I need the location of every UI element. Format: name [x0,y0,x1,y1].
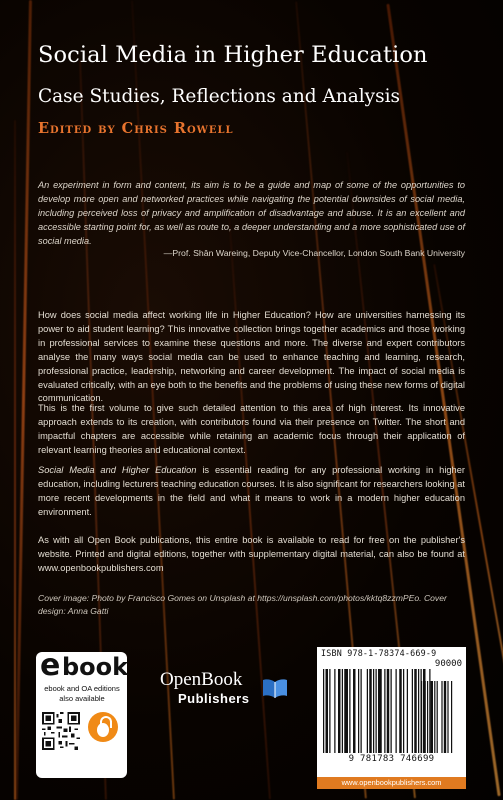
description-text: is essential reading for any professional working in higher education, including lecturers teaching education courses. It is also significant for researchers looking at more recent developments in the field and what it means to work in a modern higher education environment. [38,465,465,517]
publisher-logo-line2: Publishers [178,691,250,706]
ebook-word: book [62,653,129,681]
ebook-e-letter: e [40,648,61,683]
barcode-bar [369,669,372,753]
endorsement-attribution: —Prof. Shân Wareing, Deputy Vice-Chancellor, London South Bank University [163,248,465,258]
barcode-bar [412,669,413,753]
open-access-icon [88,712,118,742]
barcode-addon-bar [423,681,425,753]
description-paragraph: As with all Open Book publications, this entire book is available to read for free on the publisher's website. Printed and digital editions, together with supplementary digital material, can also be found at www.openbookpublishers.com [38,535,465,573]
barcode-bar [373,669,374,753]
barcode-price-code: 90000 [434,659,462,669]
publisher-logo [160,669,300,711]
light-streak [14,120,16,800]
isbn-barcode [317,647,466,777]
barcode-bar [342,669,343,753]
description-paragraph: How does social media affect working life in Higher Education? How are universities harnessing its power to aid student learning? This innovative collection brings together academics and those working in professional services to examine these questions and more. The diverse and expert contributors analyse the many ways social media can be used to enhance teaching and learning, research, professional practice, leadership, networking and career development. The impact of social media is evaluated critically, with an eye both to the benefits and the problems of using these new forms of digital communication. [38,310,465,404]
endorsement-quote: An experiment in form and content, its aim is to be a guide and map of some of the opportunities to develop more open and networked practices while navigating the potential downsides of social media, including perceived loss of privacy and amplification of disadvantage and abuse. It is an excellent and accessible starting point for, as well as route to, a deeper understanding and a more sophisticated use of social media. [38,180,465,246]
barcode-addon-bar [447,681,448,753]
barcode-addon-bar [444,681,446,753]
barcode-bar [334,669,335,753]
barcode-bar [384,669,385,753]
barcode-bar [429,669,430,753]
isbn-number: ISBN 978-1-78374-669-9 [321,648,437,658]
book-subtitle: Case Studies, Reflections and Analysis [38,86,401,107]
barcode-bar [361,669,362,753]
barcode-bar [338,669,341,753]
barcode-addon-bar [431,681,433,753]
barcode-addon-bar [427,681,428,753]
barcode-addon-bar [451,681,452,753]
cover-credit: Cover image: Photo by Francisco Gomes on Unsplash at https://unsplash.com/photos/kktq8zzmPEo. Cover design: Anna Gatti [38,593,447,616]
barcode-bar [418,669,419,753]
barcode-bar [323,669,324,753]
qr-code-icon [42,712,80,750]
barcode-bar [378,669,382,753]
barcode-bar [326,669,329,753]
barcode-addon-bar [441,681,442,753]
open-book-icon [262,677,288,699]
barcode-bar [396,669,397,753]
barcode-bar [353,669,356,753]
barcode-bar [376,669,377,753]
barcode-bar [358,669,359,753]
barcode-addon-bar [434,681,435,753]
barcode-bar [367,669,368,753]
barcode-addon-bar [421,681,422,753]
barcode-bar [403,669,404,753]
barcode-bar [387,669,390,753]
barcode-bar [329,669,330,753]
barcode-bar [391,669,392,753]
barcode-bar [399,669,402,753]
barcode-bar [407,669,408,753]
barcode-bars [321,659,462,753]
ebook-note: ebook and OA editions also available [44,684,120,703]
light-streak [15,0,32,800]
publisher-logo-line1: OpenBook [160,669,243,690]
barcode-bar [344,669,348,753]
publisher-website[interactable]: www.openbookpublishers.com [317,777,466,789]
barcode-bar [414,669,417,753]
book-title: Social Media in Higher Education [38,42,428,68]
barcode-bar [349,669,350,753]
book-title-inline: Social Media and Higher Education [38,465,197,475]
barcode-addon-bar [437,681,438,753]
description-paragraph [38,464,465,520]
barcode-digits: 9 781783 746699 [348,754,435,764]
ebook-badge [36,648,129,778]
book-editor: Edited by Chris Rowell [38,120,234,137]
description-paragraph: This is the first volume to give such detailed attention to this area of high interest. Its innovative approach extends to its creation, with contributors found via their presence on Twitter. The short and impactful chapters are accessible while retaining an academic focus through their application of relevant learning theories and educational context. [38,403,465,455]
